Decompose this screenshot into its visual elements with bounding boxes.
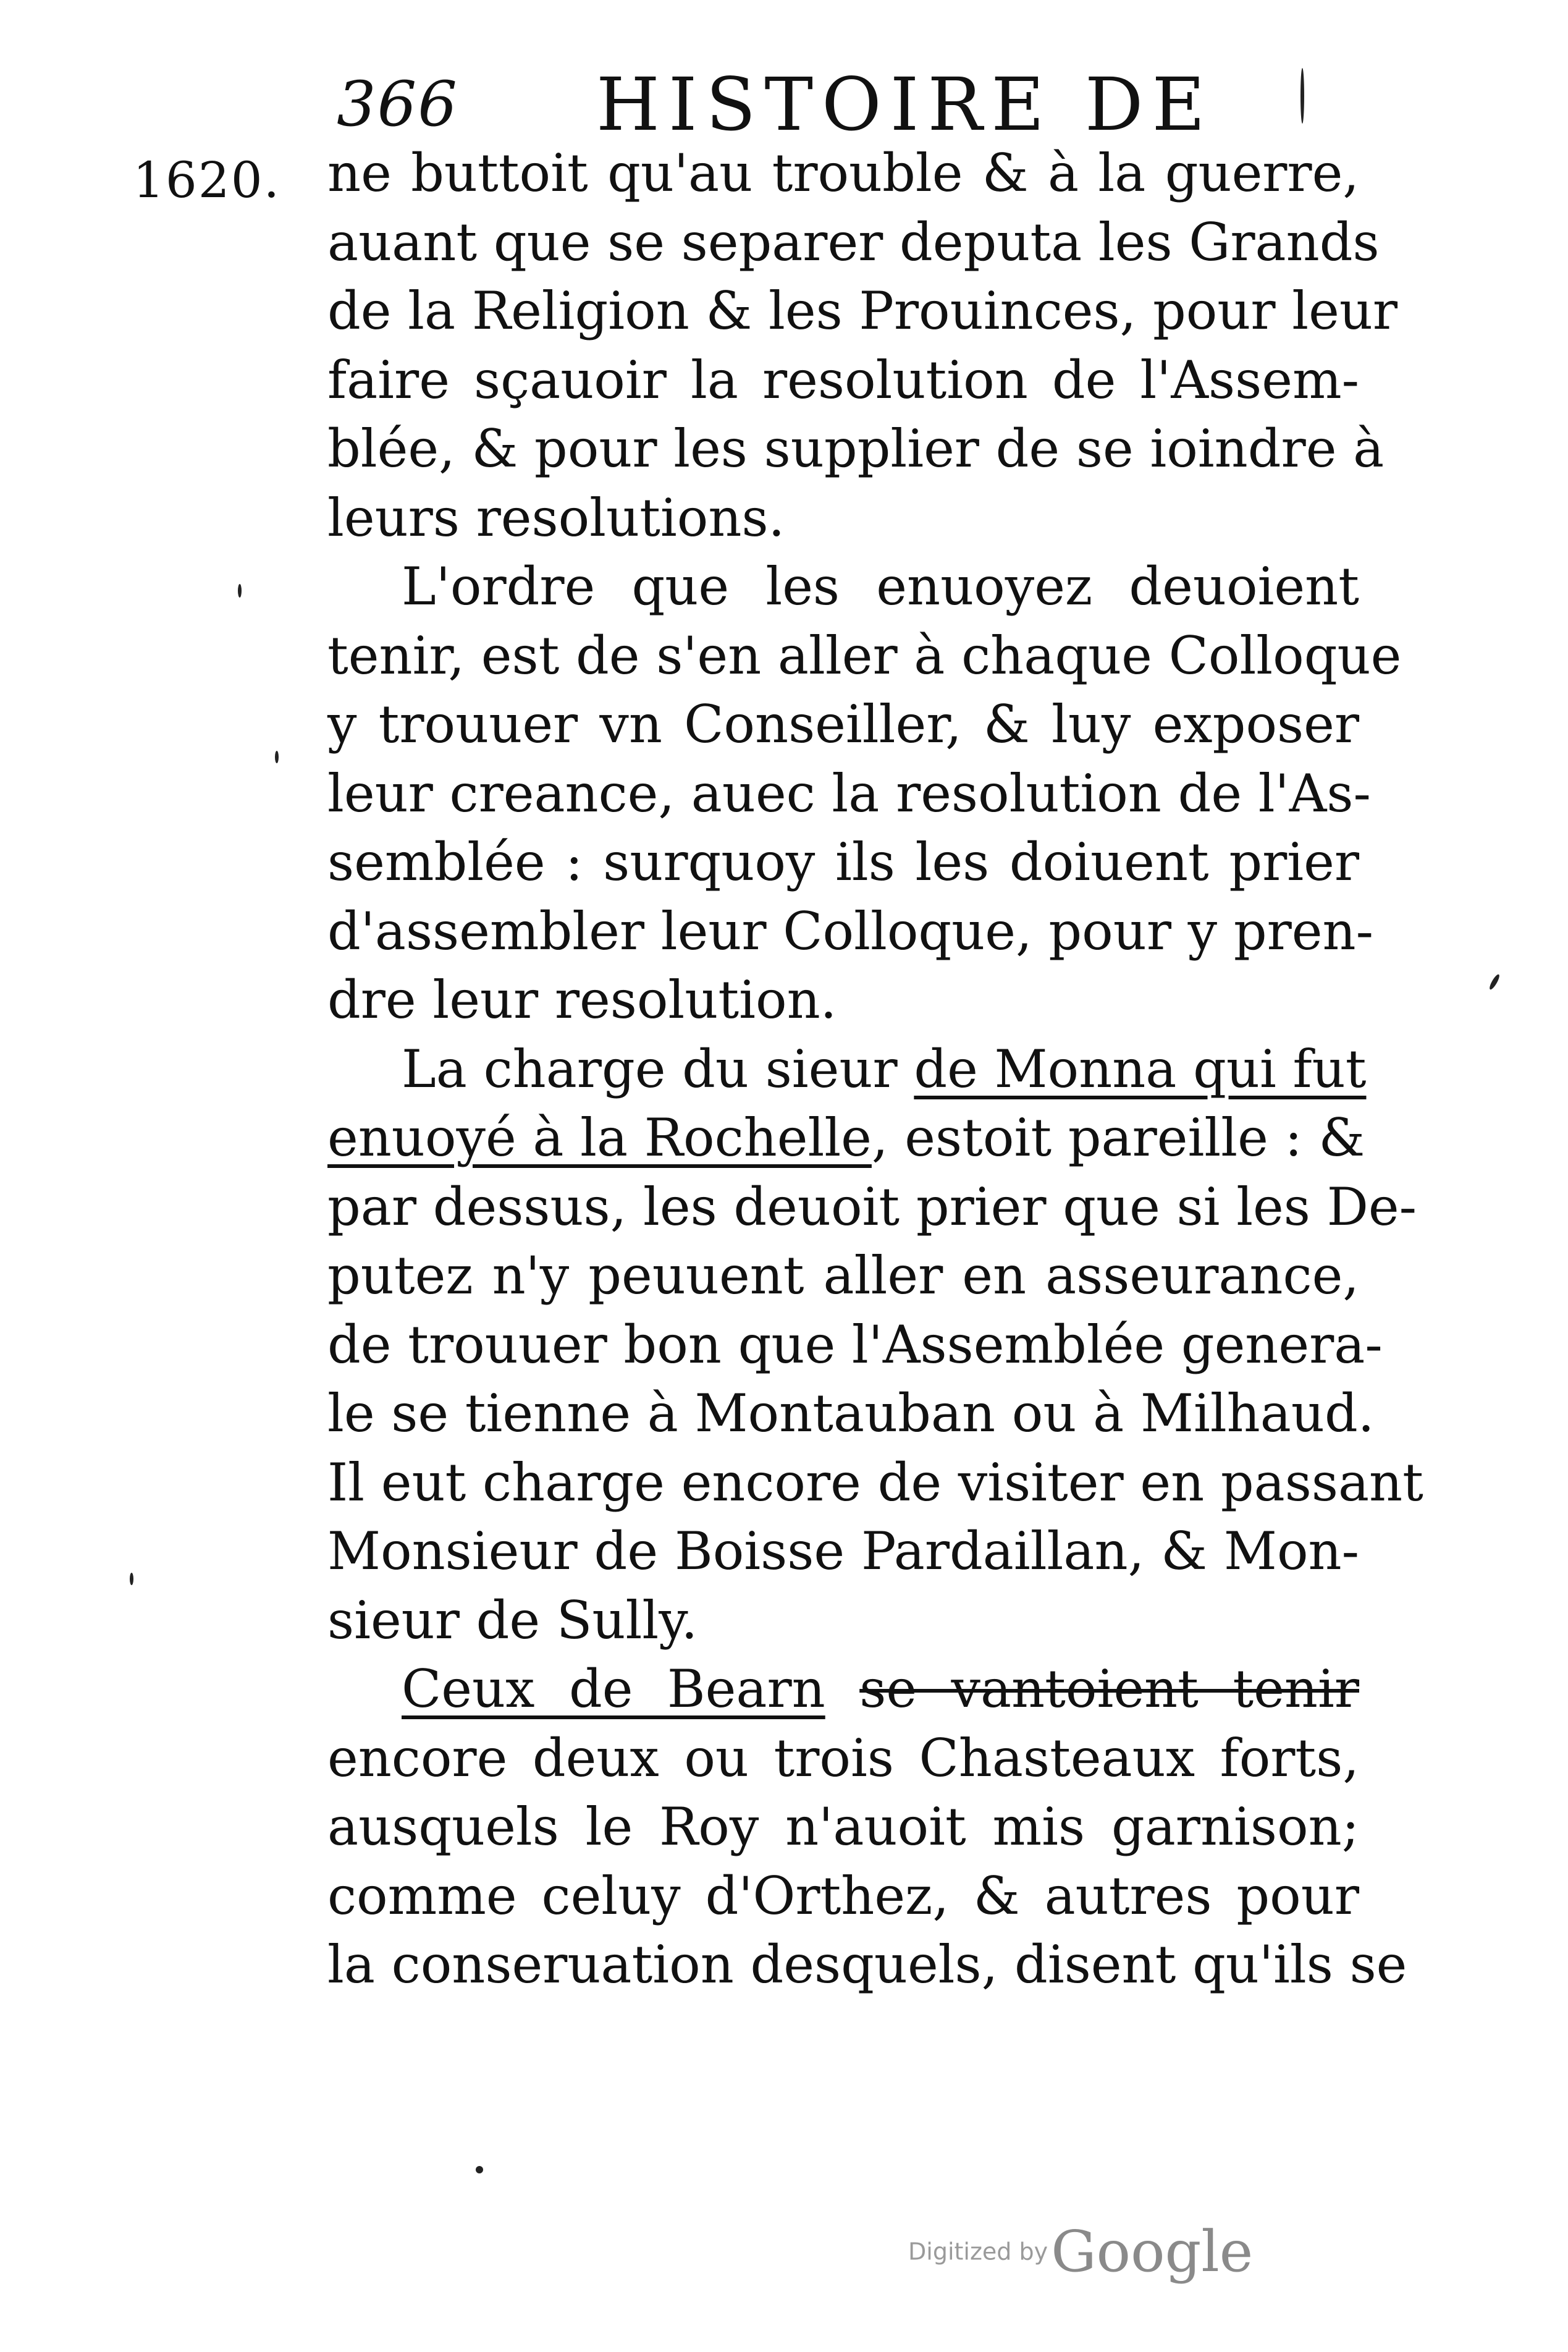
- text-line: sieur de Sully.: [327, 1589, 698, 1651]
- text-line: le se tienne à Montauban ou à Milhaud.: [327, 1383, 1375, 1444]
- text-line: de la Religion & les Prouinces, pour leur: [327, 281, 1398, 341]
- text-line: leur creance, auec la resolution de l'As-: [327, 763, 1371, 824]
- struck-phrase: se vantoient tenir: [859, 1659, 1359, 1719]
- text-line: y trouuer vn Conseiller, & luy exposer: [327, 694, 1359, 755]
- ink-speck: [476, 2166, 483, 2173]
- text-line: comme celuy d'Orthez, & autres pour: [327, 1865, 1359, 1926]
- ink-speck: [1300, 68, 1304, 124]
- text-line: L'ordre que les enuoyez deuoient: [402, 556, 1359, 617]
- text-line: par dessus, les deuoit prier que si les De-: [327, 1176, 1417, 1237]
- ink-speck: [1488, 973, 1501, 991]
- text-line: d'assembler leur Colloque, pour y pren-: [327, 900, 1373, 962]
- google-logo: Google: [1051, 2219, 1254, 2285]
- text-line: Monsieur de Boisse Pardaillan, & Mon-: [327, 1521, 1359, 1581]
- underlined-place: enuoyé à la Rochelle: [327, 1107, 872, 1168]
- text-line: Il eut charge encore de visiter en passant: [327, 1452, 1423, 1513]
- digitized-label: Digitized by: [908, 2238, 1048, 2265]
- ink-speck: [275, 751, 279, 763]
- page-number: 366: [337, 68, 458, 140]
- text-run: La charge du sieur: [402, 1038, 914, 1099]
- text-line: auant que se separer deputa les Grands: [327, 211, 1380, 273]
- text-line: blée, & pour les supplier de se ioindre à: [327, 418, 1385, 479]
- text-line: [327, 1104, 1365, 1173]
- text-line: semblée : surquoy ils les doiuent prier: [327, 832, 1359, 892]
- underlined-phrase: Ceux de Bearn: [402, 1659, 825, 1719]
- body-text: [327, 139, 1423, 2000]
- underlined-name: de Monna qui fut: [914, 1038, 1367, 1099]
- text-run: [825, 1659, 860, 1719]
- text-line: tenir, est de s'en aller à chaque Colloque: [327, 625, 1402, 686]
- text-line: la conseruation desquels, disent qu'ils se: [327, 1934, 1407, 1995]
- text-run: , estoit pareille : &: [871, 1107, 1365, 1168]
- text-line: encore deux ou trois Chasteaux forts,: [327, 1727, 1359, 1788]
- text-line: faire sçauoir la resolution de l'Assem-: [327, 349, 1359, 410]
- digitized-by-watermark: [908, 2219, 1253, 2285]
- text-line: dre leur resolution.: [327, 970, 837, 1030]
- running-title: HISTOIRE DE: [596, 62, 1214, 147]
- text-line: ausquels le Roy n'auoit mis garnison;: [327, 1796, 1359, 1857]
- margin-year-note: 1620.: [133, 151, 281, 209]
- text-line: putez n'y peuuent aller en asseurance,: [327, 1245, 1359, 1306]
- text-line: leurs resolutions.: [327, 487, 785, 548]
- text-line: [327, 1035, 1367, 1104]
- text-line: de trouuer bon que l'Assemblée genera-: [327, 1314, 1383, 1375]
- ink-speck: [238, 584, 242, 598]
- text-line: [327, 1655, 1359, 1724]
- ink-speck: [130, 1573, 133, 1585]
- text-line: ne buttoit qu'au trouble & à la guerre,: [327, 143, 1359, 203]
